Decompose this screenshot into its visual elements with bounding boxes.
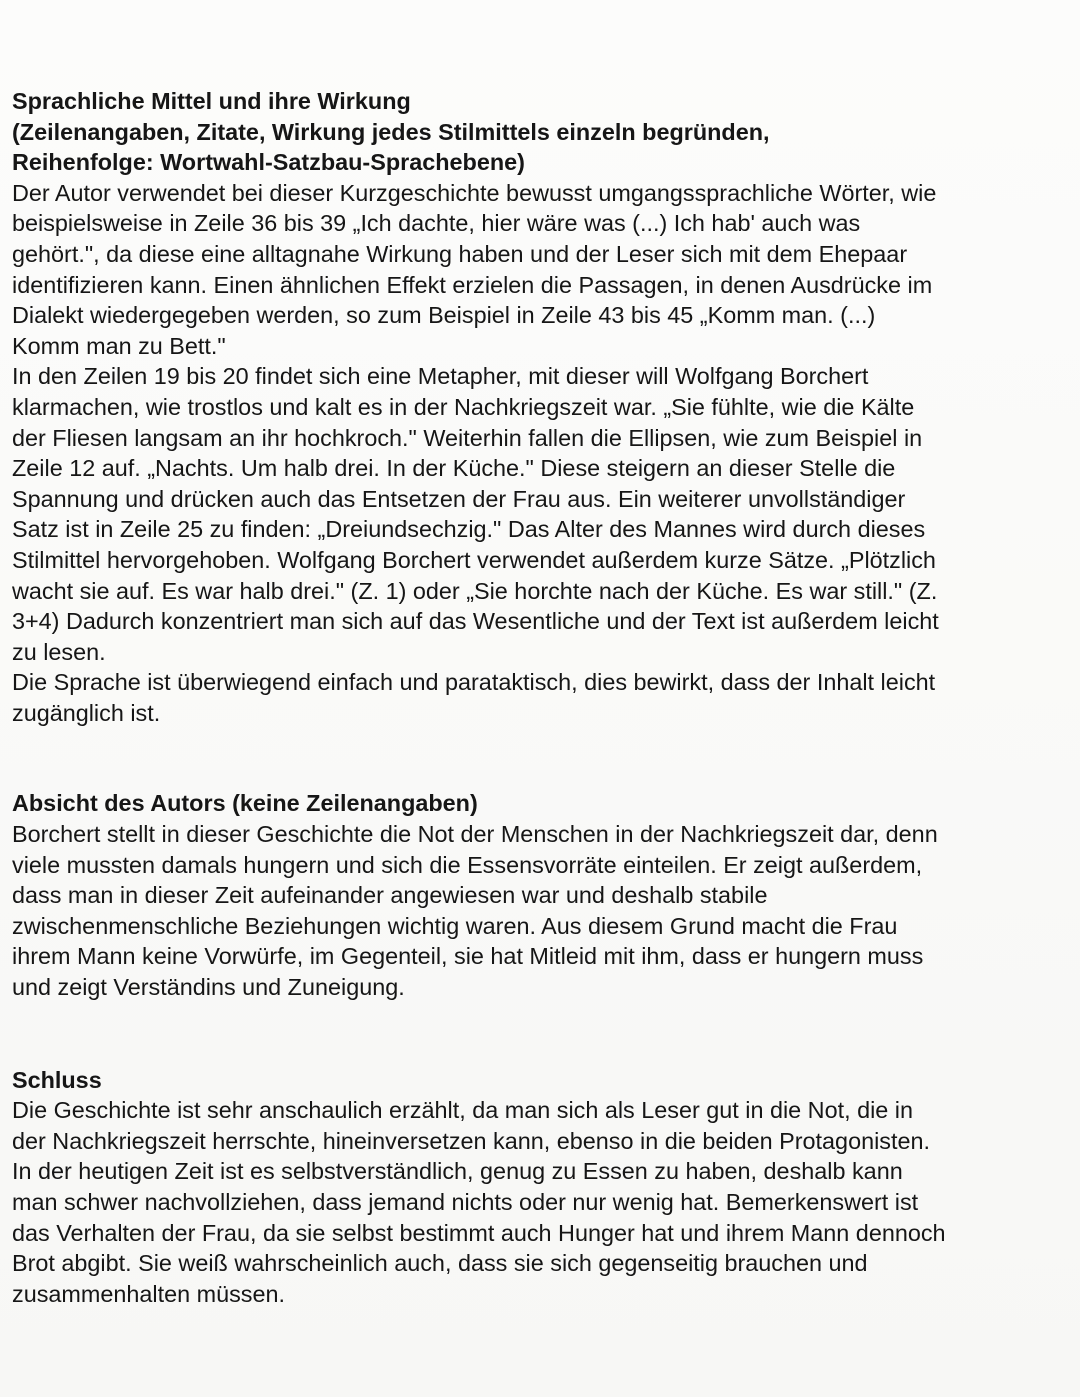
section-heading-line: Sprachliche Mittel und ihre Wirkung: [12, 88, 411, 114]
paragraph-absicht: Borchert stellt in dieser Geschichte die Not der Menschen in der Nachkriegszeit dar, denn viele mussten damals hungern und sich die Essensvorräte einteilen. Er zeigt außerdem, dass man in dieser Zeit aufeinander angewiesen war und deshalb stabile zwischenmenschliche Beziehungen wichtig waren. Aus diesem Grund macht die Frau ihrem Mann keine Vorwürfe, im Gegenteil, sie hat Mitleid mit ihm, dass er hungern muss und zeigt Verständins und Zuneigung.: [12, 821, 938, 1001]
section-spacer: [12, 728, 1074, 788]
section-spacer: [12, 1003, 1074, 1065]
section-heading-line: Reihenfolge: Wortwahl-Satzbau-Sprachebene): [12, 149, 525, 176]
section-sprachliche-mittel: [12, 86, 1074, 728]
paragraph-satzbau: In den Zeilen 19 bis 20 findet sich eine Metapher, mit dieser will Wolfgang Borchert klarmachen, wie trostlos und kalt es in der Nachkriegszeit war. „Sie fühlte, wie die Kälte der Fliesen langsam an ihr hochkroch." Weiterhin fallen die Ellipsen, wie zum Beispiel in Zeile 12 auf. „Nachts. Um halb drei. In der Küche." Diese steigern an dieser Stelle die Spannung und drücken auch das Entsetzen der Frau aus. Ein weiterer unvollständiger Satz ist in Zeile 25 zu finden: „Dreiundsechzig." Das Alter des Mannes wird durch dieses Stilmittel hervorgehoben. Wolfgang Borchert verwendet außerdem kurze Sätze. „Plötzlich wacht sie auf. Es war halb drei." (Z. 1) oder „Sie horchte nach der Küche. Es war still." (Z. 3+4) Dadurch konzentriert man sich auf das Wesentliche und der Text ist außerdem leicht zu lesen.: [12, 363, 939, 665]
document-body: [12, 86, 1074, 1309]
paragraph-schluss: Die Geschichte ist sehr anschaulich erzählt, da man sich als Leser gut in die Not, die in der Nachkriegszeit herrschte, hineinversetzen kann, ebenso in die beiden Protagonisten. In der heutigen Zeit ist es selbstverständlich, genug zu Essen zu haben, deshalb kann man schwer nachvollziehen, dass jemand nichts oder nur wenig hat. Bemerkenswert ist das Verhalten der Frau, da sie selbst bestimmt auch Hunger hat und ihrem Mann dennoch Brot abgibt. Sie weiß wahrscheinlich auch, dass sie sich gegenseitig brauchen und zusammenhalten müssen.: [12, 1097, 946, 1307]
paragraph-wortwahl: Der Autor verwendet bei dieser Kurzgeschichte bewusst umgangssprachliche Wörter, wie beispielsweise in Zeile 36 bis 39 „Ich dachte, hier wäre was (...) Ich hab' auch was gehört.", da diese eine alltagnahe Wirkung haben und der Leser sich mit dem Ehepaar identifizieren kann. Einen ähnlichen Effekt erzielen die Passagen, in denen Ausdrücke im Dialekt wiedergegeben werden, so zum Beispiel in Zeile 43 bis 45 „Komm man. (...) Komm man zu Bett.": [12, 179, 937, 359]
section-schluss: [12, 1065, 1074, 1310]
section-heading-line: Absicht des Autors (keine Zeilenangaben): [12, 790, 478, 817]
section-heading-line: Schluss: [12, 1066, 102, 1093]
paragraph-sprachebene: Die Sprache ist überwiegend einfach und parataktisch, dies bewirkt, dass der Inhalt leicht zugänglich ist.: [12, 669, 936, 726]
section-heading-line: (Zeilenangaben, Zitate, Wirkung jedes Stilmittels einzeln begründen,: [12, 118, 770, 145]
section-absicht-des-autors: [12, 788, 1074, 1002]
